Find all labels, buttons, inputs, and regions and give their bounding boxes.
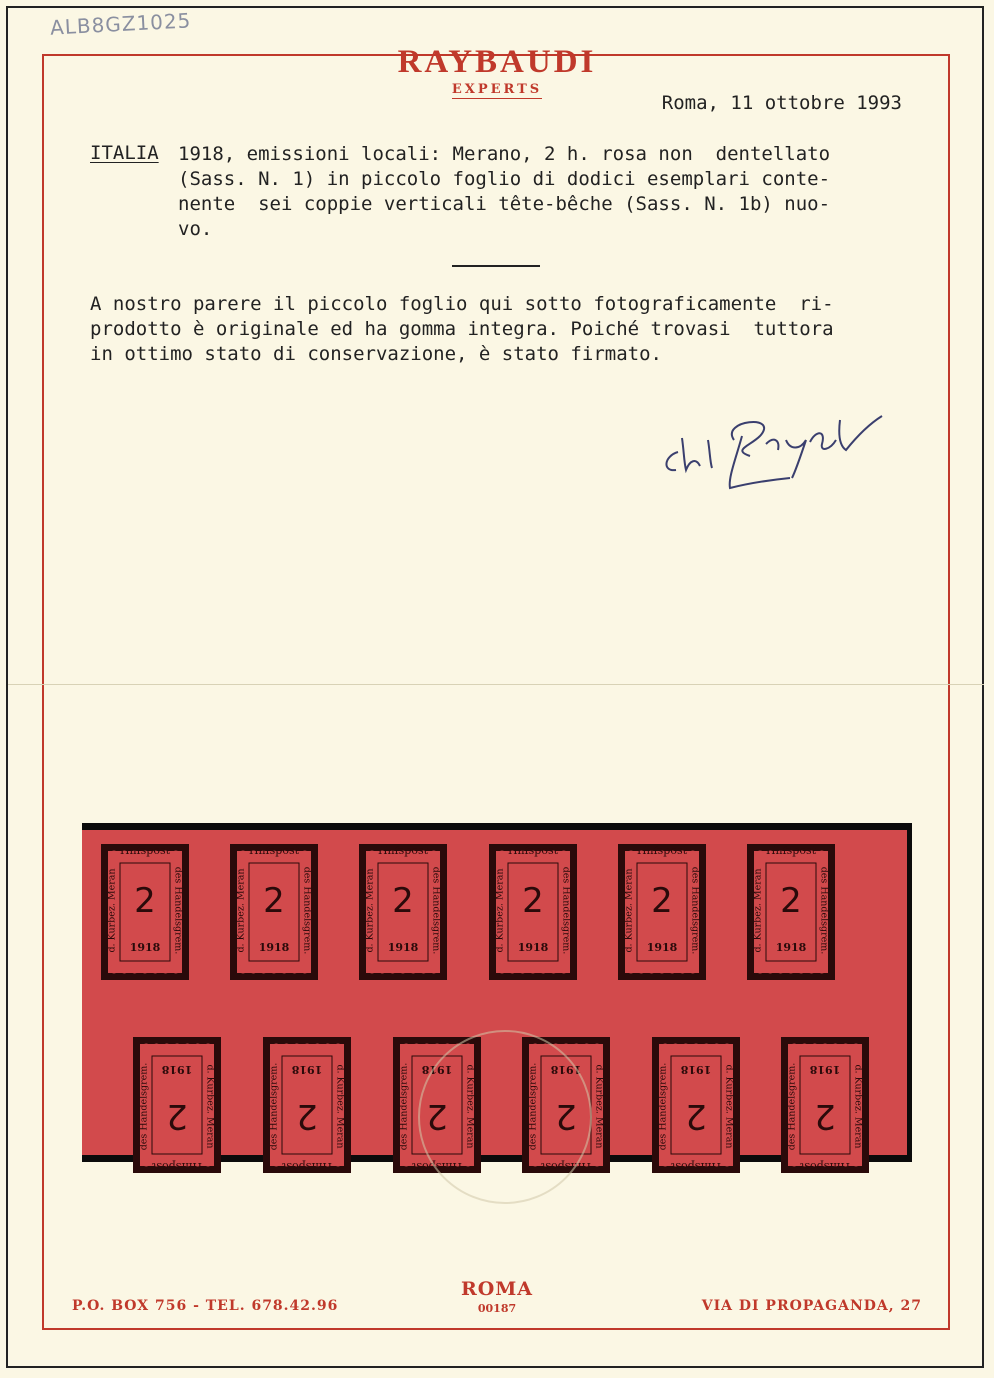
footer-city: ROMA (460, 1278, 534, 1300)
stamp (488, 843, 578, 981)
stamp-right-text: des Handelsgrem. (657, 1062, 669, 1151)
stamp-year: 1918 (161, 1063, 193, 1076)
item-description (178, 142, 903, 242)
stamp-value: 2 (134, 881, 156, 921)
stamp-top-text: Hilfspost (119, 844, 171, 857)
stamp-left-text: d. Kurbez. Meran (235, 868, 247, 953)
stamp-right-text: des Handelsgrem. (172, 866, 184, 955)
stamp-right-text: des Handelsgrem. (818, 866, 830, 955)
stamp-value: 2 (296, 1096, 318, 1136)
stamp-value: 2 (166, 1096, 188, 1136)
embossed-seal (418, 1030, 592, 1204)
stamp (746, 843, 836, 981)
certificate-date: Roma, 11 ottobre 1993 (661, 92, 902, 114)
stamp-value: 2 (780, 881, 802, 921)
stamp-left-text: d. Kurbez. Meran (464, 1064, 476, 1149)
stamp-right-text: des Handelsgrem. (430, 866, 442, 955)
stamp-right-text: des Handelsgrem. (786, 1062, 798, 1151)
stamp-top-text: Hilfspost (765, 844, 817, 857)
stamp-right-text: des Handelsgrem. (689, 866, 701, 955)
stamp-left-text: d. Kurbez. Meran (334, 1064, 346, 1149)
stamp (229, 843, 319, 981)
pencil-note: ALB8GZ1025 (49, 8, 192, 40)
stamp-left-text: d. Kurbez. Meran (364, 868, 376, 953)
stamp-top-text: Hilfspost (670, 1160, 722, 1173)
stamp-left-text: d. Kurbez. Meran (106, 868, 118, 953)
brand-title: RAYBAUDI (397, 44, 597, 80)
stamp (262, 1036, 352, 1174)
opinion-line: in ottimo stato di conservazione, è stato firmato. (90, 343, 662, 365)
stamp-value: 2 (685, 1096, 707, 1136)
opinion-line: A nostro parere il piccolo foglio qui sotto fotograficamente ri- (90, 293, 834, 315)
opinion-line: prodotto è originale ed ha gomma integra. Poiché trovasi tuttora (90, 318, 834, 340)
expert-opinion (90, 292, 905, 367)
stamp-right-text: des Handelsgrem. (301, 866, 313, 955)
stamp-top-text: Hilfspost (411, 1160, 463, 1173)
description-line: 1918, emissioni locali: Merano, 2 h. rosa non dentellato (178, 143, 831, 165)
stamp-value: 2 (263, 881, 285, 921)
stamp (100, 843, 190, 981)
stamp (358, 843, 448, 981)
country-label: ITALIA (90, 142, 159, 164)
stamp-year: 1918 (291, 1063, 323, 1076)
footer-contact: P.O. BOX 756 - TEL. 678.42.96 (72, 1298, 339, 1314)
divider (452, 265, 540, 267)
stamp-year: 1918 (421, 1063, 453, 1076)
stamp-left-text: d. Kurbez. Meran (593, 1064, 605, 1149)
stamp-left-text: d. Kurbez. Meran (852, 1064, 864, 1149)
stamp-right-text: des Handelsgrem. (268, 1062, 280, 1151)
stamp-value: 2 (392, 881, 414, 921)
stamp (651, 1036, 741, 1174)
stamp-left-text: d. Kurbez. Meran (723, 1064, 735, 1149)
stamp-left-text: d. Kurbez. Meran (204, 1064, 216, 1149)
stamp-year: 1918 (550, 1063, 582, 1076)
stamp-top-text: Hilfspost (151, 1160, 203, 1173)
stamp (617, 843, 707, 981)
stamp-right-text: des Handelsgrem. (398, 1062, 410, 1151)
stamp-year: 1918 (129, 941, 161, 954)
footer-postcode: 00187 (477, 1302, 517, 1315)
fold-line (8, 684, 984, 685)
stamp-top-text: Hilfspost (540, 1160, 592, 1173)
stamp-top-text: Hilfspost (281, 1160, 333, 1173)
stamp-year: 1918 (517, 941, 549, 954)
stamp-value: 2 (651, 881, 673, 921)
stamp-value: 2 (426, 1096, 448, 1136)
stamp-left-text: d. Kurbez. Meran (752, 868, 764, 953)
stamp-value: 2 (522, 881, 544, 921)
stamp-year: 1918 (680, 1063, 712, 1076)
stamp-right-text: des Handelsgrem. (527, 1062, 539, 1151)
stamp-top-text: Hilfspost (377, 844, 429, 857)
stamp-value: 2 (555, 1096, 577, 1136)
stamp-year: 1918 (258, 941, 290, 954)
brand-subtitle: EXPERTS (451, 82, 543, 97)
stamp-top-text: Hilfspost (248, 844, 300, 857)
stamp-left-text: d. Kurbez. Meran (623, 868, 635, 953)
stamp-year: 1918 (387, 941, 419, 954)
stamp-right-text: des Handelsgrem. (560, 866, 572, 955)
stamp-top-text: Hilfspost (507, 844, 559, 857)
description-line: vo. (178, 218, 213, 240)
stamp-right-text: des Handelsgrem. (138, 1062, 150, 1151)
stamp-top-text: Hilfspost (636, 844, 688, 857)
footer-address: VIA DI PROPAGANDA, 27 (701, 1298, 922, 1314)
handwritten-signature (650, 400, 890, 500)
stamp-year: 1918 (809, 1063, 841, 1076)
stamp-year: 1918 (775, 941, 807, 954)
description-line: (Sass. N. 1) in piccolo foglio di dodici esemplari conte- (178, 168, 831, 190)
stamp (780, 1036, 870, 1174)
stamp-left-text: d. Kurbez. Meran (494, 868, 506, 953)
stamp (132, 1036, 222, 1174)
stamp-top-text: Hilfspost (799, 1160, 851, 1173)
stamp-year: 1918 (646, 941, 678, 954)
stamp-value: 2 (814, 1096, 836, 1136)
description-line: nente sei coppie verticali tête-bêche (Sass. N. 1b) nuo- (178, 193, 831, 215)
